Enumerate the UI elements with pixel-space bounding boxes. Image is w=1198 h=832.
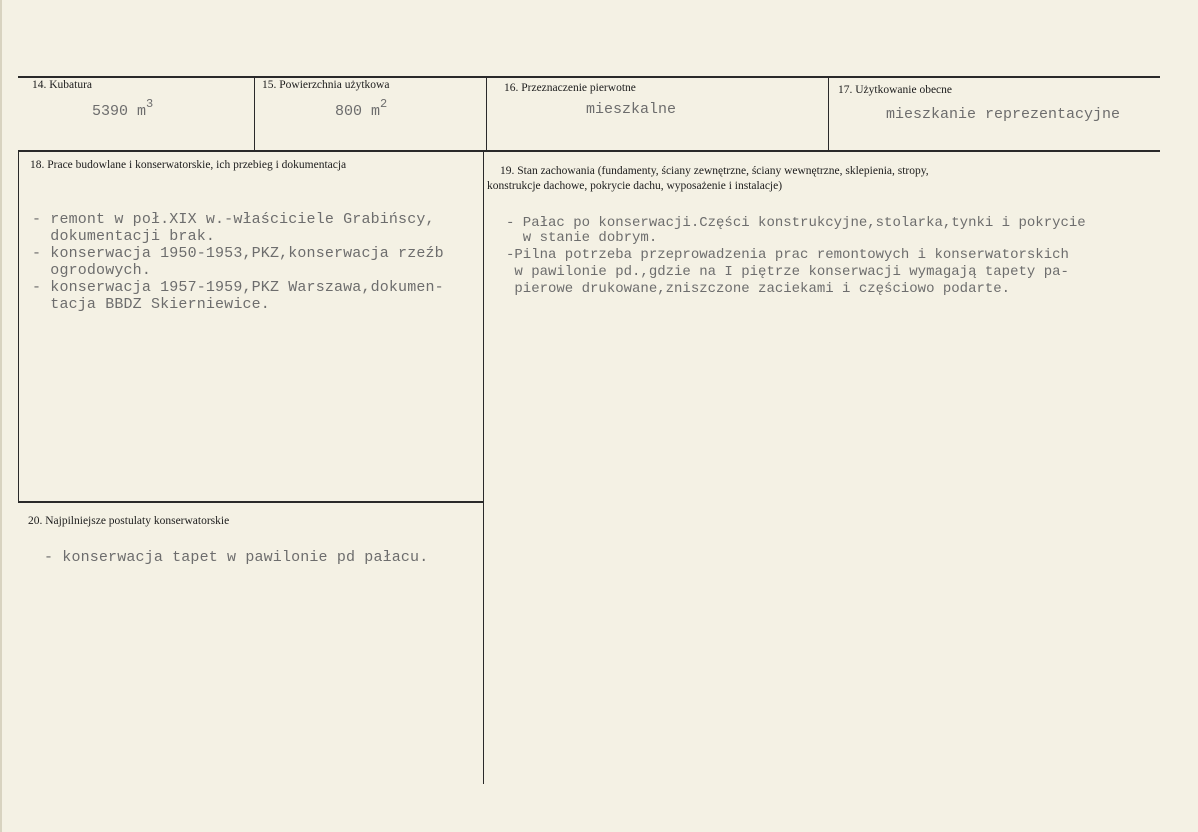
f15-value-sup: 2: [380, 97, 388, 111]
f15-value: [335, 99, 387, 120]
f18-line: - remont w poł.XIX w.-właściciele Grabińscy,: [32, 211, 435, 228]
f14-value-text: 5390 m: [92, 103, 147, 120]
f19-line: w pawilonie pd.,gdzie na I piętrze konserwacji wymagają tapety pa-: [506, 264, 1069, 280]
f19-label-line1: 19. Stan zachowania (fundamenty, ściany zewnętrzne, ściany wewnętrzne, sklepienia, stropy,: [500, 165, 929, 177]
f18-line: ogrodowych.: [32, 262, 151, 279]
f19-label-line2: konstrukcje dachowe, pokrycie dachu, wyposażenie i instalacje): [487, 180, 783, 192]
f15-f16-divider: [486, 76, 487, 151]
f18-line: dokumentacji brak.: [32, 228, 216, 245]
f17-value: mieszkanie reprezentacyjne: [886, 106, 1121, 123]
f18-f19-divider: [483, 152, 484, 784]
left-margin-rule: [18, 152, 19, 503]
f14-value-sup: 3: [146, 97, 154, 111]
row1-bottom-rule: [18, 150, 1160, 152]
f19-line: w stanie dobrym.: [506, 230, 658, 246]
top-rule: [18, 76, 1160, 78]
f18-line: - konserwacja 1950-1953,PKZ,konserwacja rzeźb: [32, 245, 444, 262]
f20-label: 20. Najpilniejsze postulaty konserwatorskie: [28, 515, 230, 527]
f18-line: tacja BBDZ Skierniewice.: [32, 296, 270, 313]
f18-bottom-rule: [18, 501, 484, 503]
f15-value-text: 800 m: [335, 103, 381, 120]
f14-f15-divider: [254, 76, 255, 151]
f15-label: 15. Powierzchnia użytkowa: [262, 79, 390, 91]
f19-line: pierowe drukowane,zniszczone zaciekami i częściowo podarte.: [506, 281, 1011, 297]
f16-label: 16. Przeznaczenie pierwotne: [504, 82, 636, 94]
f16-f17-divider: [828, 76, 829, 151]
f19-line: - Pałac po konserwacji.Części konstrukcyjne,stolarka,tynki i pokrycie: [506, 215, 1086, 231]
sheet-edge: [0, 0, 2, 832]
f14-value: [92, 99, 153, 120]
f19-line: -Pilna potrzeba przeprowadzenia prac remontowych i konserwatorskich: [506, 247, 1069, 263]
f17-label: 17. Użytkowanie obecne: [838, 84, 953, 96]
f18-line: - konserwacja 1957-1959,PKZ Warszawa,dokumen-: [32, 279, 444, 296]
f20-line: - konserwacja tapet w pawilonie pd pałacu.: [44, 549, 429, 566]
f16-value: mieszkalne: [586, 101, 677, 118]
f14-label: 14. Kubatura: [32, 79, 93, 91]
f18-label: 18. Prace budowlane i konserwatorskie, ich przebieg i dokumentacja: [30, 159, 347, 171]
